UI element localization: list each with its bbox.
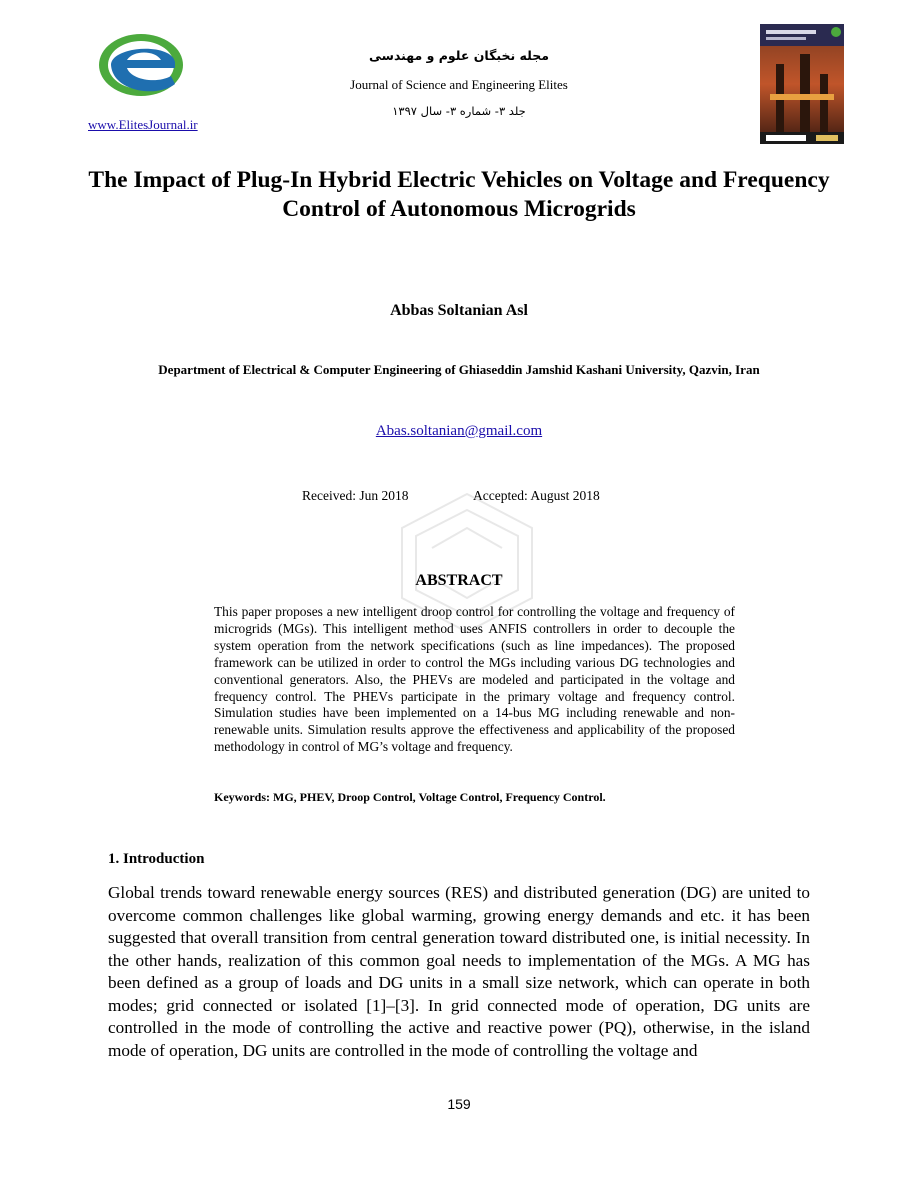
abstract-text: This paper proposes a new intelligent droop control for controlling the voltage and frequency of microgrids (MGs). This intelligent method uses ANFIS controllers in order to decouple the system operation from the network specifications (such as line impedances). The proposed framework can be utilized in order to control the MGs including various DG technologies and conventional generators. Also, the PHEVs are modeled and participated in the voltage and frequency control. The PHEVs participate in the primary voltage and frequency control. Simulation studies have been implemented on a 14-bus MG including renewable and non-renewable units. Simulation results approve the effectiveness and applicability of the proposed methodology in control of MG’s voltage and frequency. [214,604,735,755]
received-date: Received: Jun 2018 [302,488,409,503]
author-name: Abbas Soltanian Asl [390,302,528,319]
keywords: Keywords: MG, PHEV, Droop Control, Voltage Control, Frequency Control. [214,790,606,804]
issue-info-persian: جلد ۳- شماره ۳- سال ۱۳۹۷ [392,104,526,118]
paper-title: The Impact of Plug-In Hybrid Electric Vehicles on Voltage and Frequency Control of Autonomous Microgrids [88,167,830,222]
journal-cover-thumbnail [760,24,844,144]
introduction-paragraph: Global trends toward renewable energy sources (RES) and distributed generation (DG) are united to overcome common challenges like global warming, growing energy demands and etc. it has been suggested that overall transition from central generation toward distributed one, is initial necessity. In the other hands, realization of this common goal needs to implementation of the MGs. A MG has been defined as a group of loads and DG units in a small size network, which can operate in both modes; grid connected or isolated [1]–[3]. In grid connected mode of operation, DG units are controlled in the mode of controlling the active and reactive power (PQ), otherwise, in the island mode of operation, DG units are controlled in the mode of controlling the voltage and [108,883,810,1060]
journal-name-english: Journal of Science and Engineering Elites [350,77,568,92]
author-email-link[interactable]: Abas.soltanian@gmail.com [375,423,543,439]
journal-name-persian: مجله نخبگان علوم و مهندسی [369,48,549,63]
author-affiliation: Department of Electrical & Computer Engineering of Ghiaseddin Jamshid Kashani University, Qazvin, Iran [158,362,760,377]
page-number: 159 [447,1096,471,1112]
section-heading-introduction: 1. Introduction [108,851,205,867]
abstract-heading: ABSTRACT [415,572,503,589]
website-link[interactable]: www.ElitesJournal.ir [88,117,198,132]
accepted-date: Accepted: August 2018 [473,488,600,503]
